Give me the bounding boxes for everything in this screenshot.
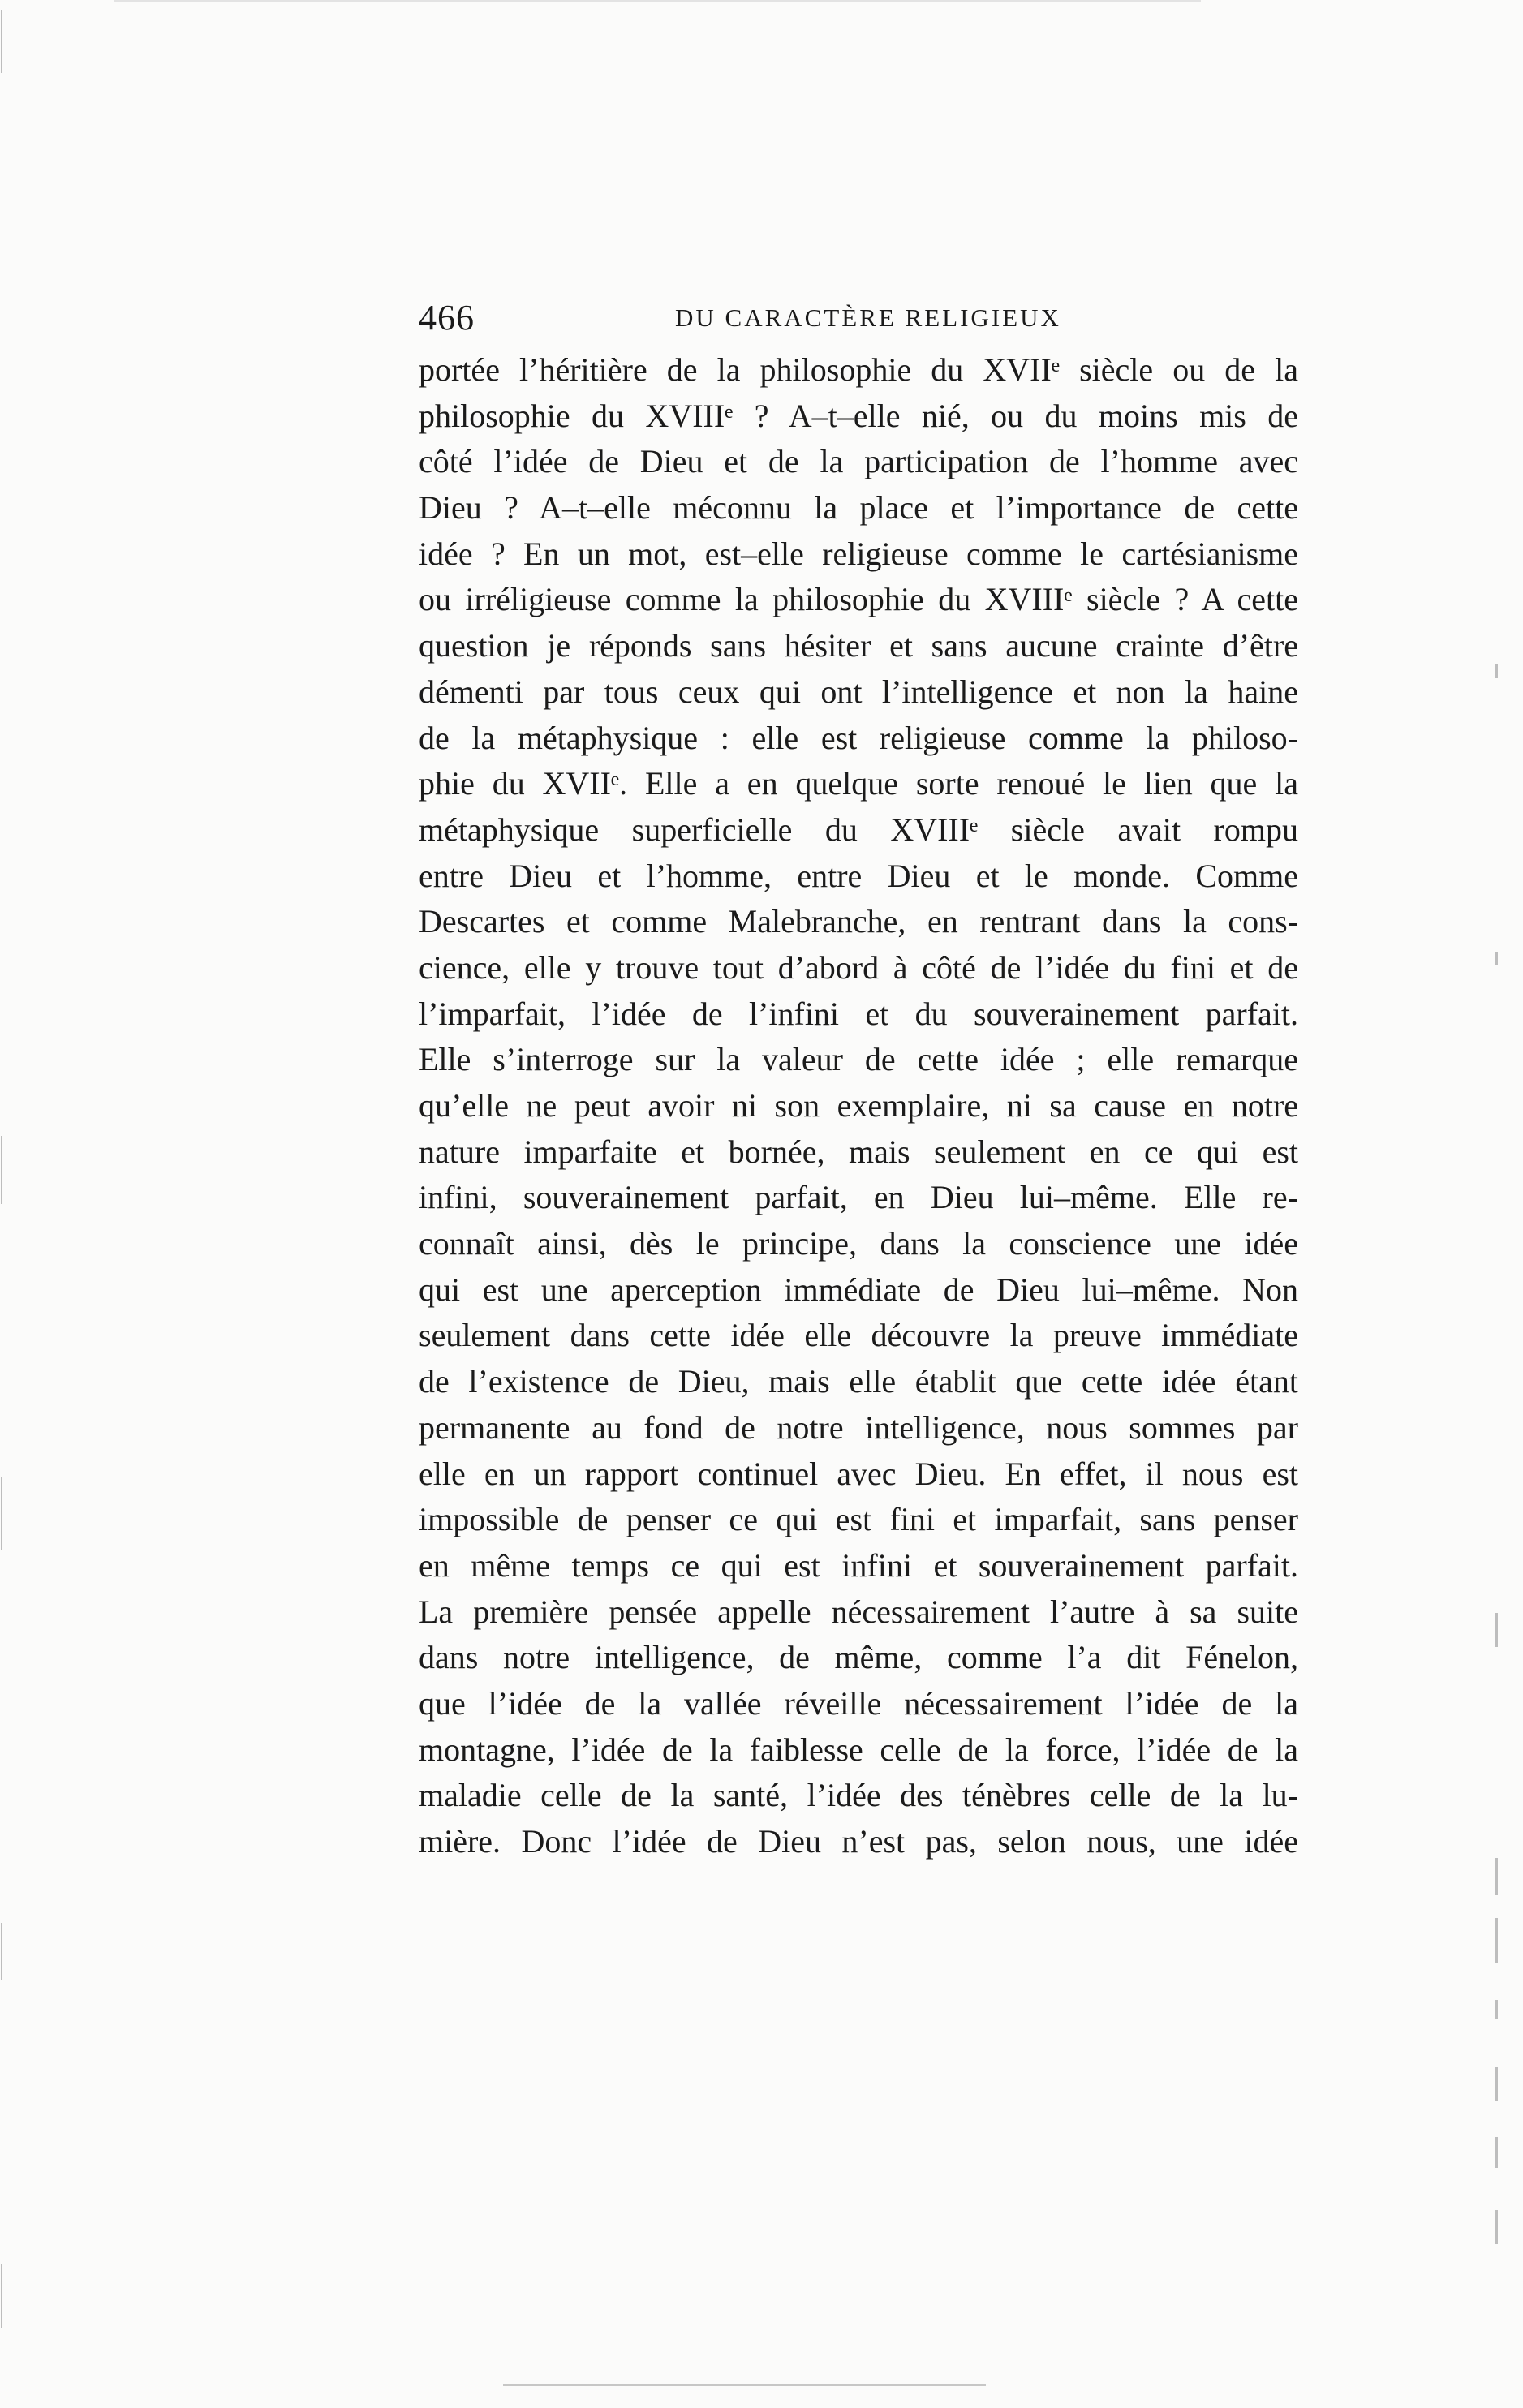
text-line: qu’elle ne peut avoir ni son exemplaire, ni sa cause en notre	[419, 1087, 1298, 1124]
text-line: La première pensée appelle nécessairement l’autre à sa suite	[419, 1593, 1298, 1630]
scan-margin-mark	[1, 1923, 2, 1980]
text-line: que l’idée de la vallée réveille nécessairement l’idée de la	[419, 1684, 1298, 1722]
text-line: impossible de penser ce qui est fini et imparfait, sans penser	[419, 1501, 1298, 1538]
text-line: entre Dieu et l’homme, entre Dieu et le monde. Comme	[419, 857, 1298, 894]
scan-margin-mark	[1495, 2000, 1498, 2019]
text-line: côté l’idée de Dieu et de la participation de l’homme avec	[419, 443, 1298, 480]
text-line: de la métaphysique : elle est religieuse comme la philoso-	[419, 719, 1298, 756]
bottom-scan-edge	[503, 2384, 986, 2386]
body-text	[419, 347, 1298, 1865]
text-line: qui est une aperception immédiate de Dieu lui–même. Non	[419, 1271, 1298, 1308]
text-line: portée l’héritière de la philosophie du XVIIᵉ siècle ou de la	[419, 351, 1298, 388]
top-scan-edge	[114, 0, 1201, 2]
text-line: idée ? En un mot, est–elle religieuse comme le cartésianisme	[419, 535, 1298, 572]
text-line: infini, souverainement parfait, en Dieu lui–même. Elle re-	[419, 1179, 1298, 1216]
text-line: seulement dans cette idée elle découvre la preuve immédiate	[419, 1317, 1298, 1354]
text-line: question je réponds sans hésiter et sans aucune crainte d’être	[419, 627, 1298, 664]
text-line: démenti par tous ceux qui ont l’intelligence et non la haine	[419, 673, 1298, 710]
text-line: en même temps ce qui est infini et souverainement parfait.	[419, 1546, 1298, 1584]
scan-margin-mark	[1, 10, 2, 73]
page-number: 466	[419, 298, 475, 338]
scan-margin-mark	[1, 2264, 2, 2328]
text-line: phie du XVIIᵉ. Elle a en quelque sorte renoué le lien que la	[419, 765, 1298, 802]
text-line: dans notre intelligence, de même, comme l’a dit Fénelon,	[419, 1639, 1298, 1676]
running-head: DU CARACTÈRE RELIGIEUX	[675, 303, 1061, 332]
scan-margin-mark	[1495, 2210, 1498, 2244]
scan-margin-mark	[1495, 2137, 1498, 2168]
scan-margin-mark	[1495, 952, 1498, 965]
scan-margin-mark	[1495, 1613, 1498, 1647]
text-line: connaît ainsi, dès le principe, dans la conscience une idée	[419, 1225, 1298, 1262]
text-line: mière. Donc l’idée de Dieu n’est pas, selon nous, une idée	[419, 1823, 1298, 1860]
scan-margin-mark	[1, 1136, 2, 1204]
text-line: ou irréligieuse comme la philosophie du XVIIIᵉ siècle ? A cette	[419, 581, 1298, 618]
text-line: métaphysique superficielle du XVIIIᵉ siècle avait rompu	[419, 811, 1298, 848]
text-line: maladie celle de la santé, l’idée des ténèbres celle de la lu-	[419, 1777, 1298, 1814]
page-header	[419, 294, 1298, 342]
text-line: l’imparfait, l’idée de l’infini et du souverainement parfait.	[419, 995, 1298, 1032]
text-line: elle en un rapport continuel avec Dieu. En effet, il nous est	[419, 1455, 1298, 1492]
text-line: nature imparfaite et bornée, mais seulement en ce qui est	[419, 1133, 1298, 1170]
text-line: cience, elle y trouve tout d’abord à côté de l’idée du fini et de	[419, 948, 1298, 986]
text-line: montagne, l’idée de la faiblesse celle de la force, l’idée de la	[419, 1731, 1298, 1768]
scan-margin-mark	[1495, 664, 1498, 678]
text-line: Descartes et comme Malebranche, en rentrant dans la cons-	[419, 903, 1298, 940]
scan-margin-mark	[1, 1477, 2, 1550]
text-line: Dieu ? A–t–elle méconnu la place et l’importance de cette	[419, 489, 1298, 527]
text-line: permanente au fond de notre intelligence, nous sommes par	[419, 1408, 1298, 1446]
scan-margin-mark	[1495, 2067, 1498, 2101]
text-line: Elle s’interroge sur la valeur de cette idée ; elle remarque	[419, 1041, 1298, 1078]
scan-margin-mark	[1495, 1858, 1498, 1895]
text-line: philosophie du XVIIIᵉ ? A–t–elle nié, ou du moins mis de	[419, 397, 1298, 434]
scan-margin-mark	[1495, 1918, 1498, 1963]
text-line: de l’existence de Dieu, mais elle établit que cette idée étant	[419, 1363, 1298, 1400]
